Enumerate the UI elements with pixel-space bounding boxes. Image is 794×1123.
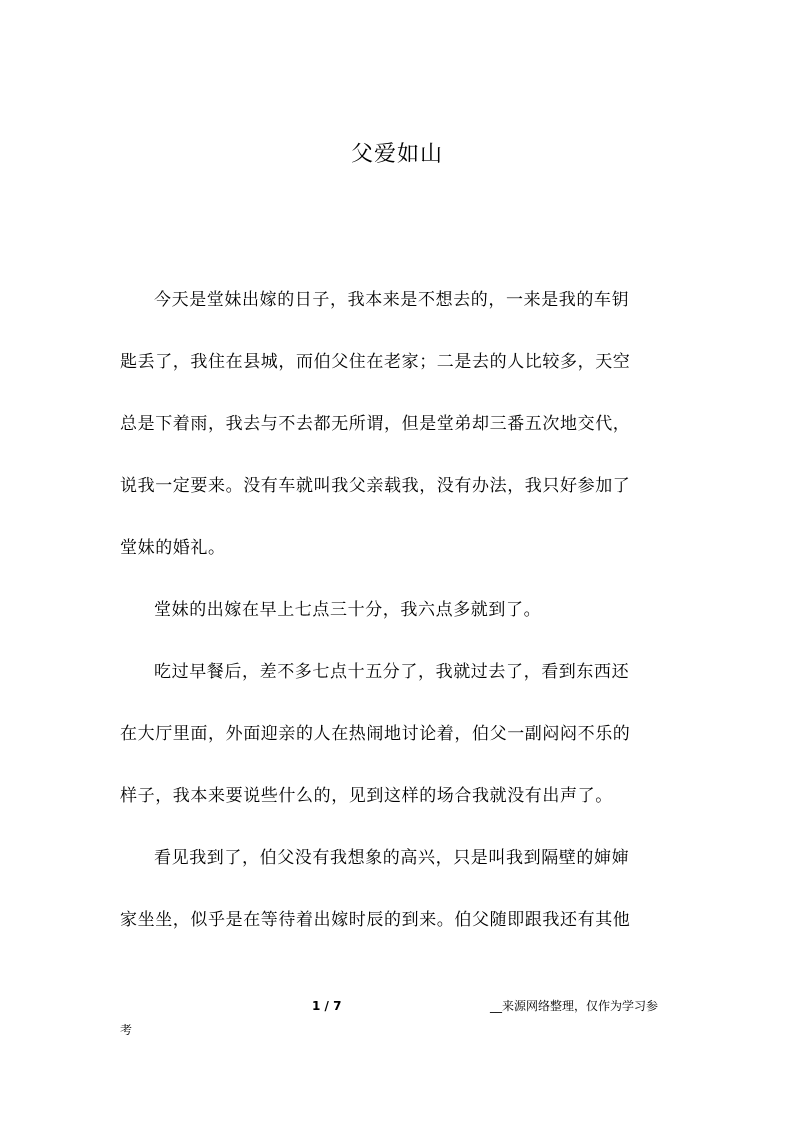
paragraph-line: 今天是堂妹出嫁的日子，我本来是不想去的，一来是我的车钥 xyxy=(154,290,630,310)
source-note: __来源网络整理，仅作为学习参 xyxy=(490,999,659,1013)
source-note-continued: 考 xyxy=(120,1023,133,1037)
paragraph-line: 说我一定要来。没有车就叫我父亲载我，没有办法，我只好参加了 xyxy=(120,476,631,496)
paragraph-line: 吃过早餐后，差不多七点十五分了，我就过去了，看到东西还 xyxy=(154,662,630,682)
paragraph-line: 堂妹的出嫁在早上七点三十分，我六点多就到了。 xyxy=(154,600,542,620)
paragraph-line: 家坐坐，似乎是在等待着出嫁时辰的到来。伯父随即跟我还有其他 xyxy=(120,910,631,930)
paragraph-line: 看见我到了，伯父没有我想象的高兴，只是叫我到隔壁的婶婶 xyxy=(154,848,630,868)
document-title: 父爱如山 xyxy=(350,142,443,167)
page-number: 1 / 7 xyxy=(312,999,342,1013)
paragraph-line: 在大厅里面，外面迎亲的人在热闹地讨论着，伯父一副闷闷不乐的 xyxy=(120,724,631,744)
paragraph-line: 堂妹的婚礼。 xyxy=(120,538,226,558)
paragraph-line: 样子，我本来要说些什么的，见到这样的场合我就没有出声了。 xyxy=(120,786,613,806)
paragraph-line: 匙丢了，我住在县城，而伯父住在老家；二是去的人比较多，天空 xyxy=(120,352,631,372)
paragraph-line: 总是下着雨，我去与不去都无所谓，但是堂弟却三番五次地交代， xyxy=(120,414,631,434)
